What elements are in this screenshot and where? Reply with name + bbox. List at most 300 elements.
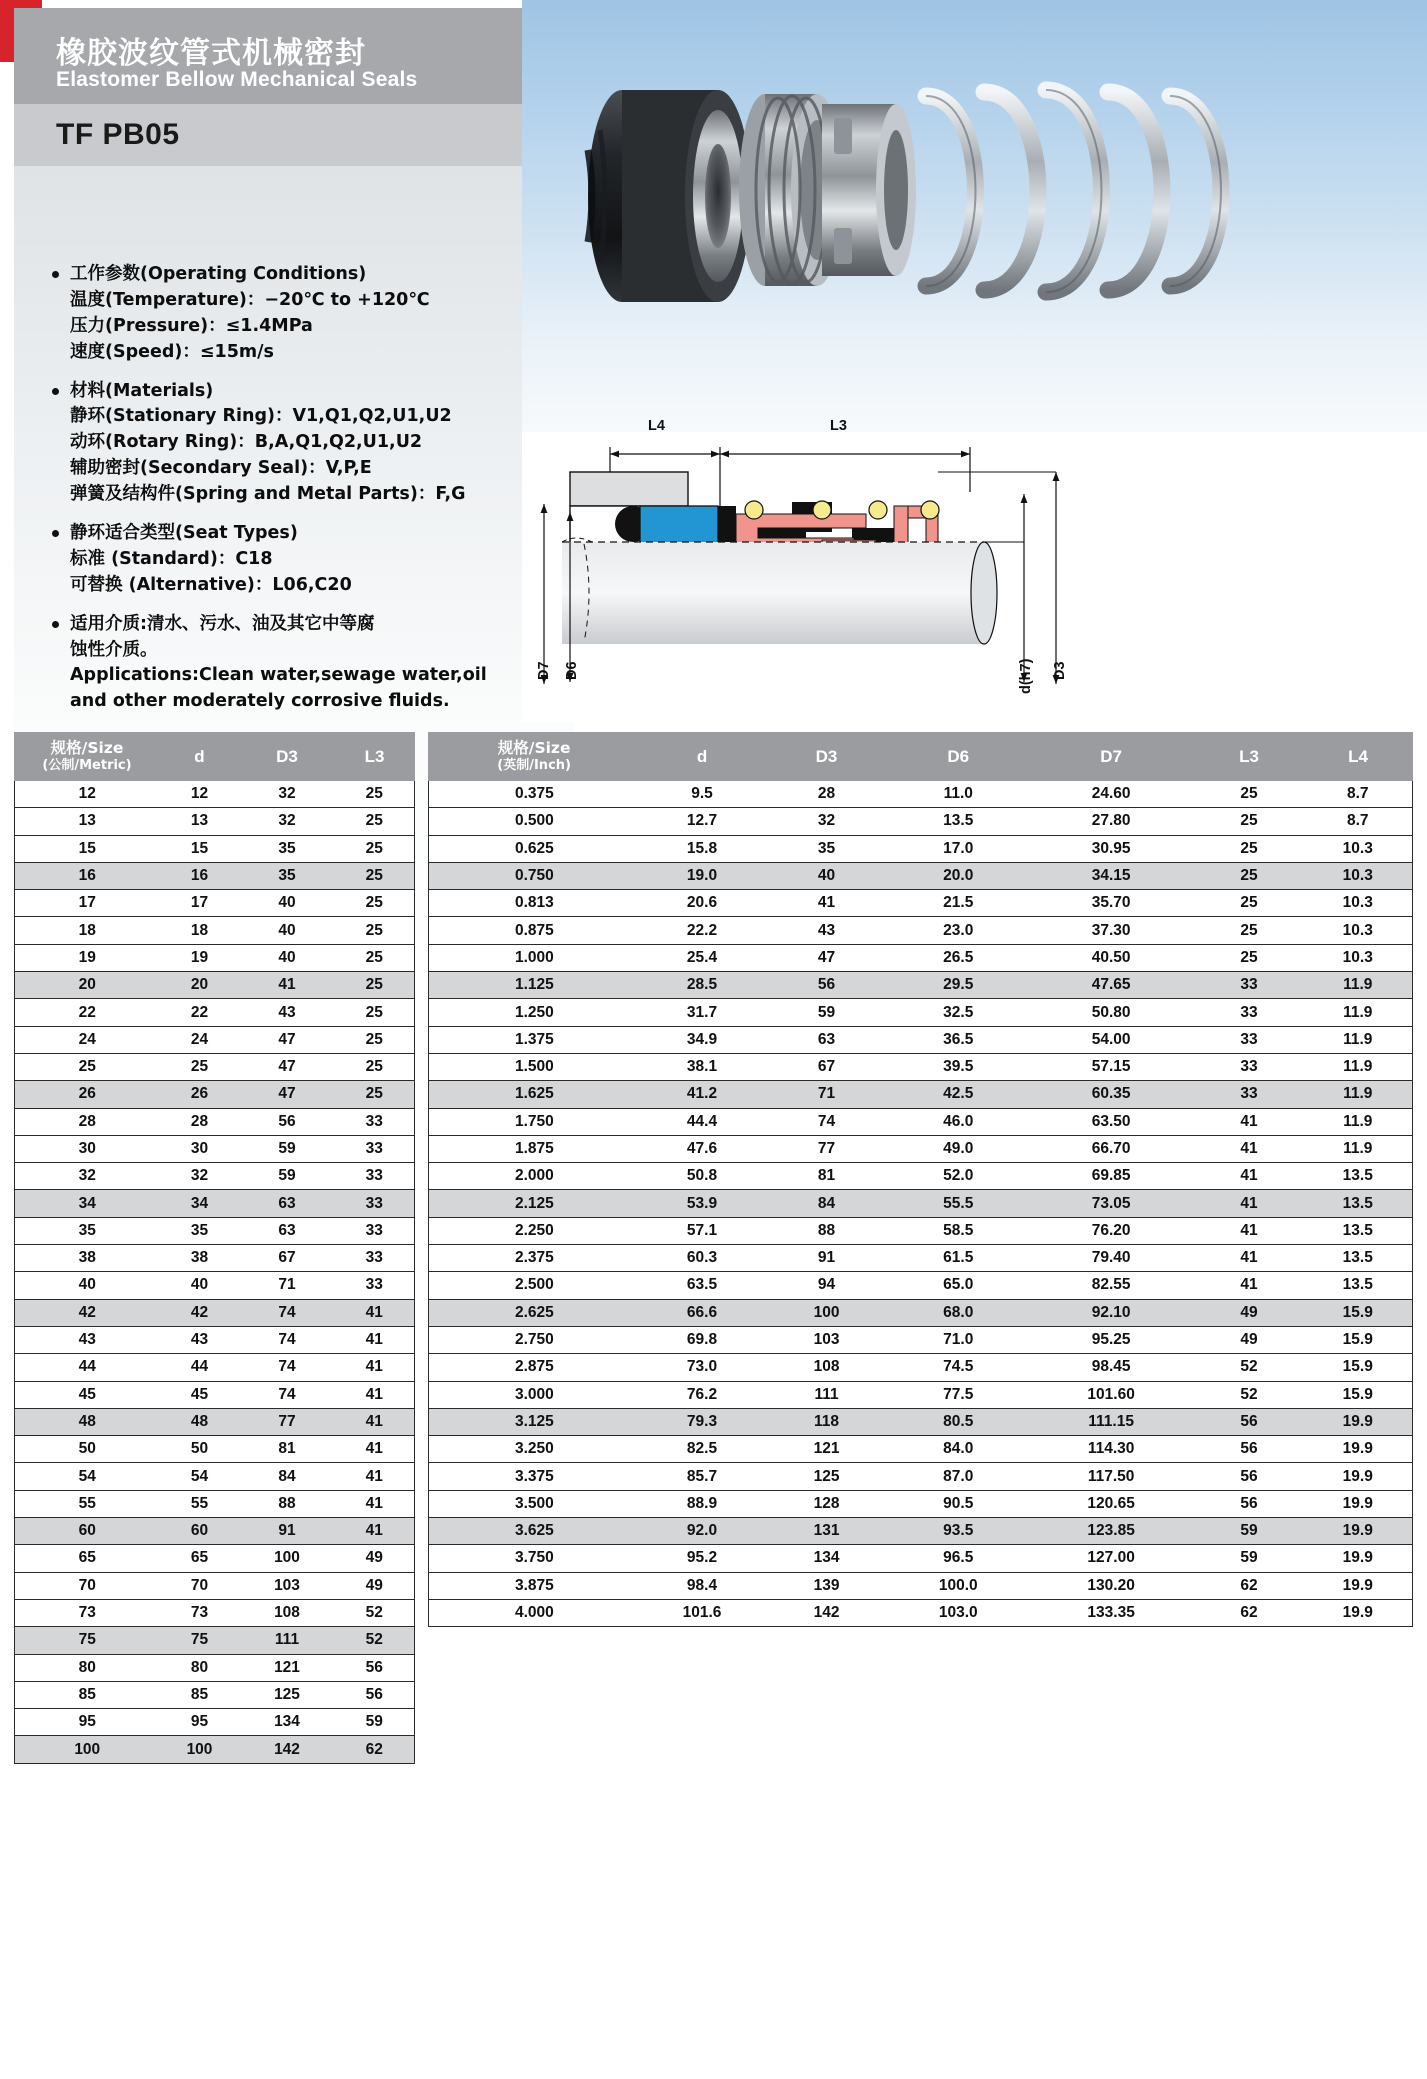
table-row (429, 1108, 1413, 1135)
table-cell: 23.0 (889, 917, 1028, 944)
table-cell: 28 (764, 781, 889, 808)
table-cell: 3.000 (429, 1381, 640, 1408)
table-cell: 56 (1195, 1490, 1304, 1517)
table-row (429, 890, 1413, 917)
table-cell: 65.0 (889, 1272, 1028, 1299)
table-cell: 3.250 (429, 1436, 640, 1463)
metric-table (14, 732, 415, 1764)
table-row (429, 1299, 1413, 1326)
table-cell: 35 (240, 835, 335, 862)
table-cell: 11.9 (1303, 1053, 1412, 1080)
table-cell: 80 (15, 1654, 160, 1681)
spec-line: 速度(Speed)：≤15m/s (70, 341, 274, 362)
table-cell: 88 (240, 1490, 335, 1517)
table-cell: 10.3 (1303, 944, 1412, 971)
table-cell: 19.9 (1303, 1490, 1412, 1517)
table-cell: 59 (1195, 1545, 1304, 1572)
inch-table (428, 732, 1413, 1627)
table-cell: 25 (335, 1053, 415, 1080)
table-cell: 33 (1195, 1053, 1304, 1080)
table-cell: 49.0 (889, 1135, 1028, 1162)
table-cell: 52 (335, 1627, 415, 1654)
table-cell: 74.5 (889, 1354, 1028, 1381)
table-row (15, 835, 415, 862)
table-cell: 15.9 (1303, 1326, 1412, 1353)
table-cell: 125 (240, 1681, 335, 1708)
table-cell: 22.2 (640, 917, 765, 944)
table-cell: 34.9 (640, 1026, 765, 1053)
table-cell: 81 (240, 1436, 335, 1463)
table-cell: 2.500 (429, 1272, 640, 1299)
table-row (15, 808, 415, 835)
spec-heading: 工作参数(Operating Conditions) (48, 262, 578, 288)
table-cell: 57.15 (1028, 1053, 1195, 1080)
table-row (15, 1354, 415, 1381)
table-cell: 98.45 (1028, 1354, 1195, 1381)
table-cell: 4.000 (429, 1599, 640, 1626)
table-cell: 8.7 (1303, 781, 1412, 808)
table-cell: 40 (240, 890, 335, 917)
table-row (15, 1081, 415, 1108)
table-cell: 62 (1195, 1599, 1304, 1626)
table-cell: 42.5 (889, 1081, 1028, 1108)
table-cell: 3.375 (429, 1463, 640, 1490)
table-cell: 76.2 (640, 1381, 765, 1408)
table-cell: 59 (240, 1135, 335, 1162)
table-row (15, 1272, 415, 1299)
table-cell: 95 (160, 1709, 240, 1736)
table-row (429, 1190, 1413, 1217)
table-cell: 25 (335, 1026, 415, 1053)
table-cell: 59 (1195, 1518, 1304, 1545)
table-cell: 84 (240, 1463, 335, 1490)
metric-col-d: d (160, 733, 240, 781)
table-row (429, 781, 1413, 808)
table-cell: 17 (160, 890, 240, 917)
table-cell: 52 (335, 1599, 415, 1626)
table-cell: 100.0 (889, 1572, 1028, 1599)
table-cell: 79.3 (640, 1408, 765, 1435)
table-cell: 103 (764, 1326, 889, 1353)
table-cell: 41 (1195, 1245, 1304, 1272)
dimension-label-dh7: d(h7) (1018, 658, 1034, 694)
table-cell: 25 (1195, 781, 1304, 808)
table-cell: 33 (335, 1163, 415, 1190)
table-cell: 3.875 (429, 1572, 640, 1599)
table-cell: 42 (160, 1299, 240, 1326)
table-cell: 67 (240, 1245, 335, 1272)
table-cell: 1.000 (429, 944, 640, 971)
table-cell: 55.5 (889, 1190, 1028, 1217)
table-cell: 139 (764, 1572, 889, 1599)
table-cell: 19.9 (1303, 1463, 1412, 1490)
table-cell: 30 (15, 1135, 160, 1162)
table-cell: 84.0 (889, 1436, 1028, 1463)
table-cell: 61.5 (889, 1245, 1028, 1272)
table-cell: 100 (15, 1736, 160, 1763)
table-cell: 40 (240, 944, 335, 971)
inch-col-d6: D6 (889, 733, 1028, 781)
table-cell: 65 (160, 1545, 240, 1572)
table-cell: 63 (240, 1190, 335, 1217)
table-cell: 0.500 (429, 808, 640, 835)
table-cell: 45 (160, 1381, 240, 1408)
table-cell: 108 (764, 1354, 889, 1381)
table-cell: 133.35 (1028, 1599, 1195, 1626)
inch-col-size (429, 733, 640, 781)
table-cell: 76.20 (1028, 1217, 1195, 1244)
table-cell: 28 (160, 1108, 240, 1135)
table-cell: 41 (335, 1436, 415, 1463)
table-cell: 12 (160, 781, 240, 808)
spec-line: 温度(Temperature)：−20℃ to +120℃ (70, 289, 430, 310)
table-cell: 16 (15, 862, 160, 889)
table-row (429, 808, 1413, 835)
table-cell: 128 (764, 1490, 889, 1517)
table-cell: 60.35 (1028, 1081, 1195, 1108)
table-cell: 90.5 (889, 1490, 1028, 1517)
table-row (429, 1354, 1413, 1381)
table-cell: 9.5 (640, 781, 765, 808)
table-cell: 19.9 (1303, 1545, 1412, 1572)
table-row (429, 1381, 1413, 1408)
spec-heading: 适用介质:清水、污水、油及其它中等腐 (48, 612, 578, 638)
table-cell: 50 (160, 1436, 240, 1463)
table-cell: 59 (240, 1163, 335, 1190)
table-row (15, 917, 415, 944)
table-cell: 84 (764, 1190, 889, 1217)
table-cell: 71.0 (889, 1326, 1028, 1353)
table-row (15, 1026, 415, 1053)
table-cell: 49 (1195, 1299, 1304, 1326)
table-cell: 17 (15, 890, 160, 917)
table-cell: 92.0 (640, 1518, 765, 1545)
table-row (15, 1217, 415, 1244)
table-cell: 1.500 (429, 1053, 640, 1080)
table-row (15, 944, 415, 971)
table-row (429, 972, 1413, 999)
spec-line: 弹簧及结构件(Spring and Metal Parts)：F,G (70, 484, 466, 505)
table-cell: 87.0 (889, 1463, 1028, 1490)
table-cell: 88 (764, 1217, 889, 1244)
table-cell: 40.50 (1028, 944, 1195, 971)
table-cell: 33 (335, 1272, 415, 1299)
table-row (15, 862, 415, 889)
table-cell: 19 (15, 944, 160, 971)
inch-table-body (429, 781, 1413, 1627)
table-cell: 41 (335, 1490, 415, 1517)
table-cell: 3.625 (429, 1518, 640, 1545)
table-cell: 33 (1195, 972, 1304, 999)
table-cell: 71 (764, 1081, 889, 1108)
table-cell: 33 (335, 1190, 415, 1217)
table-row (15, 1135, 415, 1162)
table-cell: 73.0 (640, 1354, 765, 1381)
table-cell: 70 (15, 1572, 160, 1599)
product-title-en: Elastomer Bellow Mechanical Seals (56, 68, 418, 91)
table-row (429, 917, 1413, 944)
spec-group (48, 262, 578, 366)
dimension-label-d6: D6 (564, 661, 580, 680)
table-cell: 25 (1195, 944, 1304, 971)
table-row (15, 1245, 415, 1272)
table-row (429, 835, 1413, 862)
table-cell: 26 (160, 1081, 240, 1108)
table-cell: 45 (15, 1381, 160, 1408)
table-cell: 41 (1195, 1217, 1304, 1244)
spec-group (48, 612, 578, 716)
table-cell: 43 (160, 1326, 240, 1353)
table-cell: 94 (764, 1272, 889, 1299)
table-cell: 80.5 (889, 1408, 1028, 1435)
spec-line: 蚀性介质。 (70, 639, 158, 660)
table-cell: 32 (764, 808, 889, 835)
table-cell: 71 (240, 1272, 335, 1299)
table-cell: 73 (15, 1599, 160, 1626)
table-cell: 77.5 (889, 1381, 1028, 1408)
table-row (15, 781, 415, 808)
table-cell: 1.375 (429, 1026, 640, 1053)
table-cell: 100 (764, 1299, 889, 1326)
table-cell: 32.5 (889, 999, 1028, 1026)
table-cell: 11.9 (1303, 1135, 1412, 1162)
metric-size-main: 规格/Size (50, 739, 124, 758)
table-cell: 134 (240, 1709, 335, 1736)
table-cell: 15 (160, 835, 240, 862)
table-cell: 48 (15, 1408, 160, 1435)
table-cell: 74 (240, 1354, 335, 1381)
table-cell: 2.625 (429, 1299, 640, 1326)
spec-heading: 材料(Materials) (48, 379, 578, 405)
table-cell: 25 (15, 1053, 160, 1080)
table-cell: 121 (764, 1436, 889, 1463)
table-cell: 15 (15, 835, 160, 862)
table-cell: 34.15 (1028, 862, 1195, 889)
table-row (15, 1381, 415, 1408)
table-cell: 40 (15, 1272, 160, 1299)
inch-col-d: d (640, 733, 765, 781)
table-cell: 32 (240, 808, 335, 835)
table-cell: 0.375 (429, 781, 640, 808)
table-cell: 56 (335, 1654, 415, 1681)
table-cell: 41 (1195, 1163, 1304, 1190)
model-number: TF PB05 (56, 118, 180, 151)
table-cell: 18 (15, 917, 160, 944)
table-cell: 49 (335, 1572, 415, 1599)
spec-line: 可替换 (Alternative)：L06,C20 (70, 574, 352, 595)
table-cell: 19 (160, 944, 240, 971)
table-cell: 32 (160, 1163, 240, 1190)
table-row (429, 1135, 1413, 1162)
table-row (15, 1518, 415, 1545)
table-cell: 73 (160, 1599, 240, 1626)
table-cell: 95 (15, 1709, 160, 1736)
table-cell: 41 (335, 1354, 415, 1381)
table-cell: 34 (160, 1190, 240, 1217)
table-cell: 2.750 (429, 1326, 640, 1353)
table-cell: 46.0 (889, 1108, 1028, 1135)
table-cell: 47 (240, 1053, 335, 1080)
table-cell: 69.8 (640, 1326, 765, 1353)
table-cell: 81 (764, 1163, 889, 1190)
table-cell: 131 (764, 1518, 889, 1545)
table-cell: 25 (335, 917, 415, 944)
table-cell: 88.9 (640, 1490, 765, 1517)
table-cell: 37.30 (1028, 917, 1195, 944)
table-cell: 47.65 (1028, 972, 1195, 999)
table-cell: 10.3 (1303, 862, 1412, 889)
table-cell: 41 (335, 1408, 415, 1435)
table-cell: 63.5 (640, 1272, 765, 1299)
inch-size-sub: (英制/Inch) (497, 758, 571, 774)
table-row (429, 1408, 1413, 1435)
table-cell: 75 (160, 1627, 240, 1654)
table-cell: 82.5 (640, 1436, 765, 1463)
inch-col-d3: D3 (764, 733, 889, 781)
table-cell: 33 (335, 1217, 415, 1244)
table-cell: 60 (15, 1518, 160, 1545)
table-row (429, 1163, 1413, 1190)
table-row (15, 1572, 415, 1599)
table-row (429, 1545, 1413, 1572)
product-title-cn: 橡胶波纹管式机械密封 (56, 36, 366, 71)
table-cell: 108 (240, 1599, 335, 1626)
table-cell: 69.85 (1028, 1163, 1195, 1190)
table-cell: 10.3 (1303, 835, 1412, 862)
metric-table-body (15, 781, 415, 1764)
table-cell: 43 (764, 917, 889, 944)
spec-line: and other moderately corrosive fluids. (70, 691, 450, 712)
metric-size-sub: (公制/Metric) (42, 758, 132, 774)
table-row (15, 1163, 415, 1190)
table-row (429, 862, 1413, 889)
metric-header-row (15, 733, 415, 781)
table-cell: 47 (764, 944, 889, 971)
table-cell: 32 (15, 1163, 160, 1190)
table-cell: 95.25 (1028, 1326, 1195, 1353)
table-cell: 1.750 (429, 1108, 640, 1135)
table-row (15, 1599, 415, 1626)
table-cell: 25 (335, 862, 415, 889)
inch-col-l4: L4 (1303, 733, 1412, 781)
table-cell: 26.5 (889, 944, 1028, 971)
table-cell: 31.7 (640, 999, 765, 1026)
table-cell: 57.1 (640, 1217, 765, 1244)
table-cell: 13.5 (1303, 1217, 1412, 1244)
table-cell: 50.80 (1028, 999, 1195, 1026)
table-cell: 1.625 (429, 1081, 640, 1108)
table-cell: 27.80 (1028, 808, 1195, 835)
table-row (429, 1572, 1413, 1599)
table-cell: 33 (1195, 1081, 1304, 1108)
table-cell: 41 (1195, 1272, 1304, 1299)
table-row (15, 999, 415, 1026)
table-cell: 35 (764, 835, 889, 862)
specifications-list (48, 262, 578, 728)
table-cell: 120.65 (1028, 1490, 1195, 1517)
table-cell: 35.70 (1028, 890, 1195, 917)
table-cell: 49 (1195, 1326, 1304, 1353)
table-cell: 101.60 (1028, 1381, 1195, 1408)
table-cell: 74 (240, 1299, 335, 1326)
spec-group (48, 521, 578, 599)
table-cell: 0.813 (429, 890, 640, 917)
table-cell: 30.95 (1028, 835, 1195, 862)
spec-heading: 静环适合类型(Seat Types) (48, 521, 578, 547)
table-row (15, 1053, 415, 1080)
table-cell: 21.5 (889, 890, 1028, 917)
table-row (15, 1736, 415, 1763)
table-cell: 33 (1195, 1026, 1304, 1053)
dimension-label-l4: L4 (648, 418, 665, 434)
table-cell: 29.5 (889, 972, 1028, 999)
table-row (15, 1436, 415, 1463)
table-cell: 68.0 (889, 1299, 1028, 1326)
table-row (429, 944, 1413, 971)
table-cell: 103 (240, 1572, 335, 1599)
table-cell: 53.9 (640, 1190, 765, 1217)
table-cell: 25 (335, 972, 415, 999)
table-cell: 48 (160, 1408, 240, 1435)
table-row (429, 1436, 1413, 1463)
table-row (429, 1599, 1413, 1626)
table-cell: 41 (335, 1326, 415, 1353)
table-cell: 49 (335, 1545, 415, 1572)
table-row (15, 1326, 415, 1353)
table-cell: 35 (240, 862, 335, 889)
table-cell: 3.500 (429, 1490, 640, 1517)
table-cell: 19.9 (1303, 1599, 1412, 1626)
table-cell: 43 (240, 999, 335, 1026)
spec-line: 静环(Stationary Ring)：V1,Q1,Q2,U1,U2 (70, 406, 452, 427)
table-cell: 65 (15, 1545, 160, 1572)
table-cell: 1.250 (429, 999, 640, 1026)
table-cell: 63.50 (1028, 1108, 1195, 1135)
table-cell: 91 (240, 1518, 335, 1545)
table-cell: 38.1 (640, 1053, 765, 1080)
table-cell: 85 (15, 1681, 160, 1708)
table-cell: 74 (764, 1108, 889, 1135)
table-cell: 96.5 (889, 1545, 1028, 1572)
table-cell: 32 (240, 781, 335, 808)
table-cell: 19.0 (640, 862, 765, 889)
table-row (429, 999, 1413, 1026)
inch-header-row (429, 733, 1413, 781)
table-cell: 25 (335, 999, 415, 1026)
table-cell: 15.8 (640, 835, 765, 862)
table-cell: 59 (335, 1709, 415, 1736)
dimension-tables (0, 722, 1427, 2079)
table-cell: 43 (15, 1326, 160, 1353)
inch-col-l3: L3 (1195, 733, 1304, 781)
table-cell: 15.9 (1303, 1381, 1412, 1408)
table-row (429, 1490, 1413, 1517)
spec-line: 压力(Pressure)：≤1.4MPa (70, 315, 313, 336)
table-cell: 1.125 (429, 972, 640, 999)
table-cell: 125 (764, 1463, 889, 1490)
table-cell: 85 (160, 1681, 240, 1708)
table-cell: 100 (160, 1736, 240, 1763)
table-cell: 25 (335, 835, 415, 862)
table-cell: 16 (160, 862, 240, 889)
table-cell: 22 (160, 999, 240, 1026)
table-cell: 11.9 (1303, 972, 1412, 999)
table-cell: 18 (160, 917, 240, 944)
table-cell: 40 (160, 1272, 240, 1299)
table-cell: 33 (335, 1108, 415, 1135)
table-cell: 33 (1195, 999, 1304, 1026)
table-cell: 11.9 (1303, 1026, 1412, 1053)
